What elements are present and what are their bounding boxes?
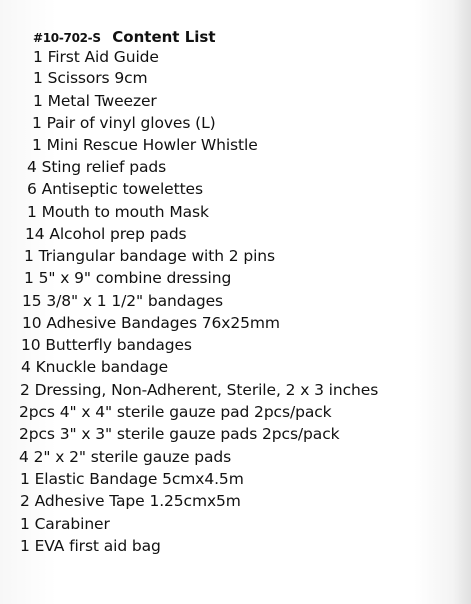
list-item: 4 Sting relief pads: [27, 158, 167, 176]
list-item: 2pcs 4" x 4" sterile gauze pad 2pcs/pack: [19, 403, 332, 421]
list-item: 15 3/8" x 1 1/2" bandages: [22, 292, 223, 310]
list-item: 1 Elastic Bandage 5cmx4.5m: [20, 470, 244, 488]
list-item: 1 Mini Rescue Howler Whistle: [32, 136, 258, 154]
list-item: 1 Scissors 9cm: [33, 69, 148, 87]
list-item: 1 EVA first aid bag: [20, 537, 161, 555]
product-code: #10-702-S: [33, 31, 101, 45]
list-item: 6 Antiseptic towelettes: [27, 180, 203, 198]
page-edge-shadow: [453, 0, 471, 604]
list-item: 1 Metal Tweezer: [33, 92, 157, 110]
list-item: 14 Alcohol prep pads: [25, 225, 187, 243]
list-item: 1 5" x 9" combine dressing: [24, 269, 232, 287]
list-item: 10 Adhesive Bandages 76x25mm: [22, 314, 280, 332]
content-list-heading: [33, 27, 216, 46]
list-item: 2 Adhesive Tape 1.25cmx5m: [20, 492, 241, 510]
content-list-title: Content List: [112, 28, 216, 46]
list-item: 10 Butterfly bandages: [21, 336, 192, 354]
list-item: 2 Dressing, Non-Adherent, Sterile, 2 x 3 inches: [20, 381, 379, 399]
list-item: 1 Pair of vinyl gloves (L): [32, 114, 216, 132]
list-item: 4 2" x 2" sterile gauze pads: [19, 448, 232, 466]
list-item: 1 Mouth to mouth Mask: [27, 203, 209, 221]
list-item: 4 Knuckle bandage: [21, 358, 169, 376]
list-item: 2pcs 3" x 3" sterile gauze pads 2pcs/pack: [19, 425, 340, 443]
list-item: 1 Triangular bandage with 2 pins: [24, 247, 275, 265]
list-item: 1 First Aid Guide: [33, 48, 159, 66]
list-item: 1 Carabiner: [20, 515, 110, 533]
